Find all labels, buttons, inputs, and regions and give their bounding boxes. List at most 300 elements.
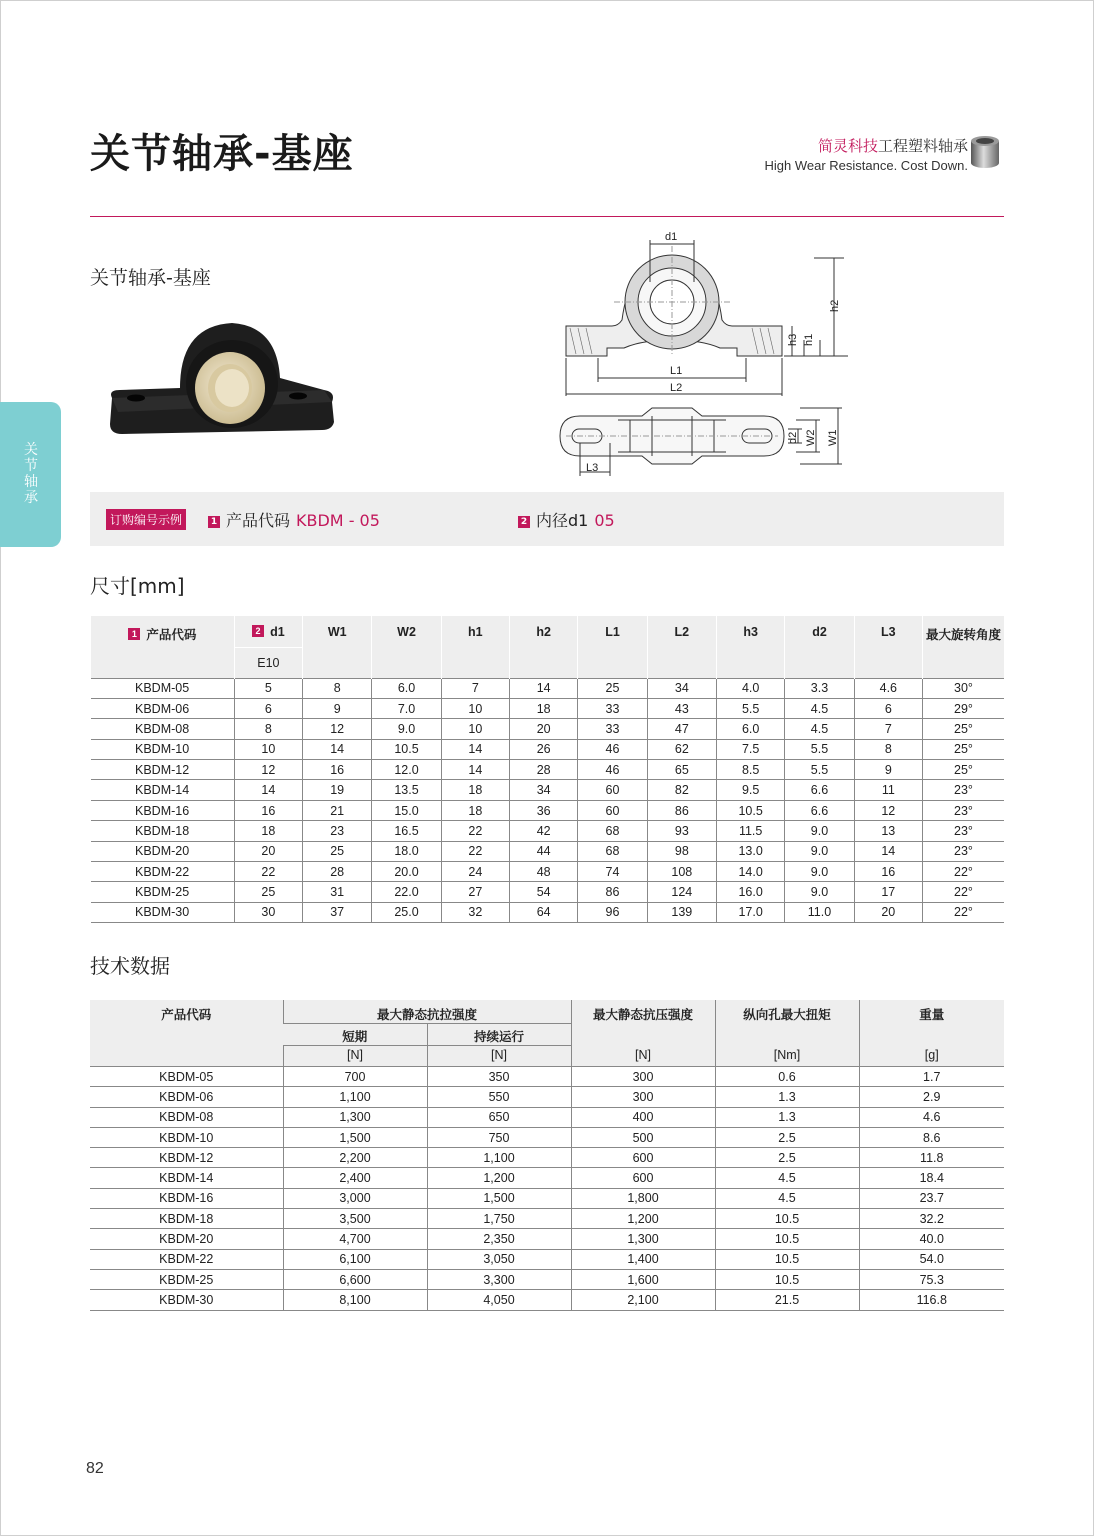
table-cell: 10.5 xyxy=(372,739,441,759)
table-cell: KBDM-14 xyxy=(91,780,235,800)
table-cell: 25 xyxy=(578,678,647,698)
table-cell: 2,100 xyxy=(571,1290,715,1310)
order-example-label: 订购编号示例 xyxy=(106,509,186,530)
table-cell: 12 xyxy=(234,760,302,780)
table-cell: 3,300 xyxy=(427,1269,571,1289)
table-cell: 6.6 xyxy=(785,800,854,820)
table-cell: 22° xyxy=(922,882,1004,902)
product-subtitle: 关节轴承-基座 xyxy=(90,267,211,289)
table-cell: 4.5 xyxy=(715,1188,859,1208)
order-item-code-label: 产品代码 xyxy=(226,511,291,530)
table-row xyxy=(91,800,1005,820)
table-cell: 5.5 xyxy=(785,739,854,759)
table-cell: 1.3 xyxy=(715,1087,859,1107)
table-cell: 6 xyxy=(854,698,922,718)
table-cell: 23° xyxy=(922,841,1004,861)
technical-heading: 技术数据 xyxy=(90,954,170,978)
table-cell: 2.9 xyxy=(859,1087,1004,1107)
table-cell: 46 xyxy=(578,739,647,759)
table-cell: 23 xyxy=(303,821,372,841)
tech-unit-short: [N] xyxy=(283,1046,427,1067)
table-cell: 2,400 xyxy=(283,1168,427,1188)
header-h1: h1 xyxy=(441,616,509,678)
table-cell: 2.5 xyxy=(715,1148,859,1168)
table-cell: 8 xyxy=(854,739,922,759)
header-W2: W2 xyxy=(372,616,441,678)
table-cell: 30 xyxy=(234,902,302,922)
dim-label-h1: h1 xyxy=(803,333,815,346)
order-item-diameter-value: 05 xyxy=(594,511,615,530)
table-cell: 74 xyxy=(578,862,647,882)
table-cell: 32.2 xyxy=(859,1209,1004,1229)
tech-header-short: 短期 xyxy=(283,1024,427,1046)
table-cell: 10.5 xyxy=(715,1249,859,1269)
tech-header-tensile: 最大静态抗拉强度 xyxy=(283,1000,571,1024)
table-cell: 108 xyxy=(647,862,716,882)
header-W1: W1 xyxy=(303,616,372,678)
table-cell: 37 xyxy=(303,902,372,922)
table-cell: 40.0 xyxy=(859,1229,1004,1249)
table-cell: 68 xyxy=(578,841,647,861)
table-cell: 9.5 xyxy=(717,780,785,800)
order-item-diameter-label: 内径d1 xyxy=(536,511,589,530)
table-row xyxy=(91,678,1005,698)
table-cell: 26 xyxy=(510,739,578,759)
table-cell: 700 xyxy=(283,1067,427,1087)
table-cell: 0.6 xyxy=(715,1067,859,1087)
product-photo xyxy=(102,318,342,443)
table-cell: KBDM-16 xyxy=(91,800,235,820)
table-cell: 36 xyxy=(510,800,578,820)
table-cell: 6,600 xyxy=(283,1269,427,1289)
table-cell: 1,500 xyxy=(427,1188,571,1208)
table-cell: 4.5 xyxy=(785,698,854,718)
table-cell: 5.5 xyxy=(785,760,854,780)
table-cell: 20 xyxy=(510,719,578,739)
table-cell: 18 xyxy=(441,800,509,820)
table-cell: 18 xyxy=(441,780,509,800)
tech-header-continuous: 持续运行 xyxy=(427,1024,571,1046)
dim-label-d2: d2 xyxy=(787,431,799,444)
table-cell: 54.0 xyxy=(859,1249,1004,1269)
table-cell: 20 xyxy=(854,902,922,922)
table-cell: 350 xyxy=(427,1067,571,1087)
table-cell: 18 xyxy=(510,698,578,718)
table-cell: 11.8 xyxy=(859,1148,1004,1168)
table-cell: 8 xyxy=(234,719,302,739)
table-row xyxy=(91,719,1005,739)
table-cell: 25 xyxy=(303,841,372,861)
table-cell: 32 xyxy=(441,902,509,922)
table-cell: 15.0 xyxy=(372,800,441,820)
table-cell: 16 xyxy=(234,800,302,820)
table-cell: 22.0 xyxy=(372,882,441,902)
table-cell: 23° xyxy=(922,821,1004,841)
table-row xyxy=(91,698,1005,718)
table-cell: 28 xyxy=(303,862,372,882)
table-cell: 4.5 xyxy=(785,719,854,739)
table-cell: 25° xyxy=(922,719,1004,739)
table-cell: 8.5 xyxy=(717,760,785,780)
table-cell: 16.5 xyxy=(372,821,441,841)
table-cell: 14 xyxy=(234,780,302,800)
table-cell: KBDM-08 xyxy=(91,719,235,739)
table-cell: 29° xyxy=(922,698,1004,718)
side-tab-label: 关节轴承 xyxy=(24,442,38,506)
table-cell: 300 xyxy=(571,1067,715,1087)
table-cell: 46 xyxy=(578,760,647,780)
table-cell: 10.5 xyxy=(715,1229,859,1249)
table-cell: 11.5 xyxy=(717,821,785,841)
table-cell: KBDM-08 xyxy=(90,1107,283,1127)
badge-1: 1 xyxy=(128,628,140,640)
dim-label-h2: h2 xyxy=(829,299,841,312)
page-number: 82 xyxy=(86,1460,104,1477)
order-example-bar xyxy=(90,492,1004,546)
table-cell: 4.6 xyxy=(854,678,922,698)
table-cell: 400 xyxy=(571,1107,715,1127)
tech-unit-continuous: [N] xyxy=(427,1046,571,1067)
brand-tagline: 工程塑料轴承 xyxy=(877,137,968,155)
table-cell: 500 xyxy=(571,1127,715,1147)
table-cell: 65 xyxy=(647,760,716,780)
table-cell: 4,050 xyxy=(427,1290,571,1310)
order-item-code-value: KBDM - 05 xyxy=(296,511,380,530)
dim-label-h3: h3 xyxy=(787,333,799,346)
table-cell: 34 xyxy=(647,678,716,698)
table-cell: 650 xyxy=(427,1107,571,1127)
side-tab[interactable] xyxy=(0,402,61,547)
dim-label-L1: L1 xyxy=(670,365,683,377)
table-cell: 68 xyxy=(578,821,647,841)
header-angle: 最大旋转角度 xyxy=(922,616,1004,678)
table-cell: 33 xyxy=(578,698,647,718)
table-cell: 16.0 xyxy=(717,882,785,902)
table-cell: 16 xyxy=(303,760,372,780)
table-cell: 21 xyxy=(303,800,372,820)
table-cell: 9.0 xyxy=(372,719,441,739)
table-cell: KBDM-12 xyxy=(91,760,235,780)
table-cell: 25 xyxy=(234,882,302,902)
table-cell: 3,500 xyxy=(283,1209,427,1229)
table-cell: 31 xyxy=(303,882,372,902)
table-cell: 8,100 xyxy=(283,1290,427,1310)
header-L1: L1 xyxy=(578,616,647,678)
table-cell: 10.5 xyxy=(717,800,785,820)
table-cell: KBDM-05 xyxy=(91,678,235,698)
table-cell: KBDM-06 xyxy=(90,1087,283,1107)
table-cell: 10 xyxy=(234,739,302,759)
table-row xyxy=(90,1067,1004,1087)
table-cell: KBDM-25 xyxy=(91,882,235,902)
table-cell: KBDM-20 xyxy=(90,1229,283,1249)
header-tolerance: E10 xyxy=(234,647,302,678)
table-cell: 12 xyxy=(854,800,922,820)
table-cell: 14 xyxy=(441,760,509,780)
brand-chinese xyxy=(764,135,968,156)
table-cell: 14 xyxy=(510,678,578,698)
table-cell: 14.0 xyxy=(717,862,785,882)
table-cell: 21.5 xyxy=(715,1290,859,1310)
badge-2: 2 xyxy=(252,625,264,637)
brand-name: 简灵科技 xyxy=(817,137,878,155)
tech-header-code: 产品代码 xyxy=(90,1000,283,1046)
header-code xyxy=(91,616,235,678)
table-cell: KBDM-22 xyxy=(91,862,235,882)
table-cell: 60 xyxy=(578,800,647,820)
table-cell: 4.5 xyxy=(715,1168,859,1188)
table-cell: 62 xyxy=(647,739,716,759)
table-cell: 86 xyxy=(578,882,647,902)
table-cell: 600 xyxy=(571,1168,715,1188)
brand-english: High Wear Resistance. Cost Down. xyxy=(764,158,968,173)
table-row xyxy=(90,1087,1004,1107)
table-cell: 550 xyxy=(427,1087,571,1107)
table-cell: 18.0 xyxy=(372,841,441,861)
table-cell: 47 xyxy=(647,719,716,739)
table-cell: 25° xyxy=(922,760,1004,780)
table-cell: 6,100 xyxy=(283,1249,427,1269)
table-cell: KBDM-18 xyxy=(91,821,235,841)
table-cell: 9 xyxy=(303,698,372,718)
table-cell: 60 xyxy=(578,780,647,800)
dim-label-L2: L2 xyxy=(670,382,683,394)
table-cell: 5 xyxy=(234,678,302,698)
header-rule xyxy=(90,216,1004,217)
table-cell: 17.0 xyxy=(717,902,785,922)
table-cell: 1,800 xyxy=(571,1188,715,1208)
table-cell: KBDM-25 xyxy=(90,1269,283,1289)
order-item-code xyxy=(208,508,380,531)
table-cell: 64 xyxy=(510,902,578,922)
table-cell: 124 xyxy=(647,882,716,902)
dim-label-L3: L3 xyxy=(586,462,599,474)
page-title: 关节轴承-基座 xyxy=(90,131,354,177)
table-cell: 9.0 xyxy=(785,882,854,902)
table-cell: 12.0 xyxy=(372,760,441,780)
badge-2: 2 xyxy=(518,516,530,528)
table-cell: 44 xyxy=(510,841,578,861)
table-cell: 300 xyxy=(571,1087,715,1107)
table-cell: 4.6 xyxy=(859,1107,1004,1127)
table-cell: 75.3 xyxy=(859,1269,1004,1289)
table-cell: 2.5 xyxy=(715,1127,859,1147)
table-cell: 24 xyxy=(441,862,509,882)
table-row xyxy=(91,739,1005,759)
table-cell: 10 xyxy=(441,719,509,739)
table-cell: 22 xyxy=(441,841,509,861)
tech-unit-compressive: [N] xyxy=(571,1046,715,1067)
order-item-diameter xyxy=(518,508,615,531)
header-L2: L2 xyxy=(647,616,716,678)
table-row xyxy=(91,902,1005,922)
table-row xyxy=(90,1107,1004,1127)
table-row xyxy=(90,1209,1004,1229)
table-cell: 14 xyxy=(441,739,509,759)
table-cell: 5.5 xyxy=(717,698,785,718)
table-row xyxy=(91,780,1005,800)
table-cell: 6 xyxy=(234,698,302,718)
table-cell: 139 xyxy=(647,902,716,922)
table-cell: 19 xyxy=(303,780,372,800)
table-cell: 4.0 xyxy=(717,678,785,698)
table-row xyxy=(91,821,1005,841)
tech-header-torque: 纵向孔最大扭矩 xyxy=(715,1000,859,1046)
table-cell: 1,300 xyxy=(283,1107,427,1127)
table-cell: KBDM-20 xyxy=(91,841,235,861)
table-row xyxy=(90,1249,1004,1269)
table-row xyxy=(90,1188,1004,1208)
table-cell: 28 xyxy=(510,760,578,780)
table-cell: KBDM-10 xyxy=(91,739,235,759)
header-h3: h3 xyxy=(717,616,785,678)
table-cell: 1.3 xyxy=(715,1107,859,1127)
table-cell: 7 xyxy=(854,719,922,739)
table-cell: 1,100 xyxy=(283,1087,427,1107)
table-cell: 25° xyxy=(922,739,1004,759)
header-h2: h2 xyxy=(510,616,578,678)
table-cell: 7.0 xyxy=(372,698,441,718)
table-cell: 23° xyxy=(922,800,1004,820)
header-d2: d2 xyxy=(785,616,854,678)
table-cell: 86 xyxy=(647,800,716,820)
table-cell: 9.0 xyxy=(785,841,854,861)
table-row xyxy=(91,882,1005,902)
dim-label-d1: d1 xyxy=(665,231,678,243)
table-row xyxy=(90,1290,1004,1310)
table-cell: 33 xyxy=(578,719,647,739)
table-cell: 11 xyxy=(854,780,922,800)
table-cell: 93 xyxy=(647,821,716,841)
table-cell: 27 xyxy=(441,882,509,902)
tech-unit-torque: [Nm] xyxy=(715,1046,859,1067)
tech-header-weight: 重量 xyxy=(859,1000,1004,1046)
table-cell: 1,300 xyxy=(571,1229,715,1249)
table-cell: 20.0 xyxy=(372,862,441,882)
table-cell: 3,050 xyxy=(427,1249,571,1269)
table-cell: KBDM-05 xyxy=(90,1067,283,1087)
table-cell: 42 xyxy=(510,821,578,841)
table-cell: 1,100 xyxy=(427,1148,571,1168)
table-cell: KBDM-22 xyxy=(90,1249,283,1269)
table-cell: 4,700 xyxy=(283,1229,427,1249)
table-cell: KBDM-16 xyxy=(90,1188,283,1208)
table-cell: 7.5 xyxy=(717,739,785,759)
table-row xyxy=(90,1168,1004,1188)
table-row xyxy=(91,760,1005,780)
dim-label-W2: W2 xyxy=(805,429,817,446)
table-cell: 18 xyxy=(234,821,302,841)
table-row xyxy=(91,841,1005,861)
tech-header-compressive: 最大静态抗压强度 xyxy=(571,1000,715,1046)
table-cell: 1,200 xyxy=(571,1209,715,1229)
table-cell: 1,750 xyxy=(427,1209,571,1229)
bearing-logo-icon xyxy=(968,133,1002,169)
table-cell: 17 xyxy=(854,882,922,902)
table-cell: 750 xyxy=(427,1127,571,1147)
tech-unit-weight: [g] xyxy=(859,1046,1004,1067)
table-row xyxy=(90,1229,1004,1249)
table-cell: 11.0 xyxy=(785,902,854,922)
table-cell: 14 xyxy=(854,841,922,861)
table-cell: 3.3 xyxy=(785,678,854,698)
table-cell: 2,200 xyxy=(283,1148,427,1168)
table-cell: 8 xyxy=(303,678,372,698)
table-cell: 82 xyxy=(647,780,716,800)
table-cell: 10.5 xyxy=(715,1209,859,1229)
table-cell: 1,200 xyxy=(427,1168,571,1188)
table-cell: 96 xyxy=(578,902,647,922)
technical-drawing xyxy=(552,228,852,478)
table-cell: 3,000 xyxy=(283,1188,427,1208)
table-cell: 10.5 xyxy=(715,1269,859,1289)
table-cell: 25.0 xyxy=(372,902,441,922)
dimensions-heading: 尺寸[mm] xyxy=(90,574,185,598)
table-cell: KBDM-30 xyxy=(90,1290,283,1310)
table-cell: 1,600 xyxy=(571,1269,715,1289)
header-d1 xyxy=(234,616,302,647)
table-cell: 18.4 xyxy=(859,1168,1004,1188)
table-cell: 48 xyxy=(510,862,578,882)
table-cell: 12 xyxy=(303,719,372,739)
table-cell: 1,400 xyxy=(571,1249,715,1269)
table-row xyxy=(90,1269,1004,1289)
table-cell: 22° xyxy=(922,862,1004,882)
table-cell: 16 xyxy=(854,862,922,882)
table-cell: KBDM-30 xyxy=(91,902,235,922)
tech-unit-empty xyxy=(90,1046,283,1067)
table-cell: 2,350 xyxy=(427,1229,571,1249)
table-cell: 54 xyxy=(510,882,578,902)
badge-1: 1 xyxy=(208,516,220,528)
table-cell: 9.0 xyxy=(785,821,854,841)
table-cell: 1,500 xyxy=(283,1127,427,1147)
table-cell: KBDM-12 xyxy=(90,1148,283,1168)
table-cell: 600 xyxy=(571,1148,715,1168)
table-cell: KBDM-10 xyxy=(90,1127,283,1147)
table-cell: 1.7 xyxy=(859,1067,1004,1087)
table-row xyxy=(90,1127,1004,1147)
table-cell: 7 xyxy=(441,678,509,698)
table-cell: 8.6 xyxy=(859,1127,1004,1147)
table-cell: 22 xyxy=(441,821,509,841)
table-row xyxy=(90,1148,1004,1168)
table-cell: KBDM-06 xyxy=(91,698,235,718)
table-cell: 43 xyxy=(647,698,716,718)
table-cell: KBDM-14 xyxy=(90,1168,283,1188)
table-row xyxy=(91,862,1005,882)
table-cell: KBDM-18 xyxy=(90,1209,283,1229)
table-cell: 9 xyxy=(854,760,922,780)
technical-table xyxy=(90,1000,1004,1311)
dim-label-W1: W1 xyxy=(827,429,839,446)
header-L3: L3 xyxy=(854,616,922,678)
table-cell: 22 xyxy=(234,862,302,882)
table-cell: 13.0 xyxy=(717,841,785,861)
table-cell: 23° xyxy=(922,780,1004,800)
table-cell: 22° xyxy=(922,902,1004,922)
table-cell: 30° xyxy=(922,678,1004,698)
table-cell: 6.0 xyxy=(717,719,785,739)
table-cell: 9.0 xyxy=(785,862,854,882)
table-cell: 34 xyxy=(510,780,578,800)
table-cell: 6.6 xyxy=(785,780,854,800)
table-cell: 13.5 xyxy=(372,780,441,800)
table-cell: 23.7 xyxy=(859,1188,1004,1208)
brand-block xyxy=(764,135,968,173)
table-cell: 14 xyxy=(303,739,372,759)
table-cell: 10 xyxy=(441,698,509,718)
